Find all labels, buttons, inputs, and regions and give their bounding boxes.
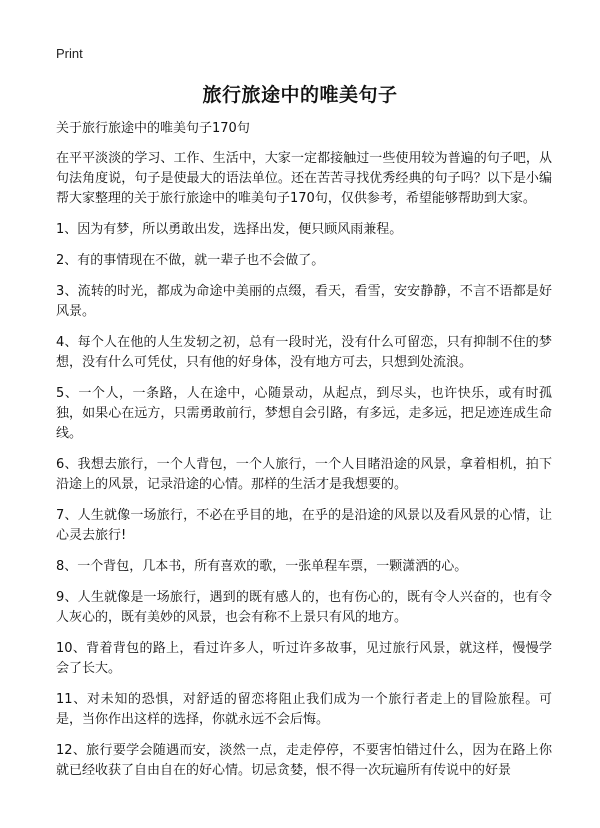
list-item: 6、我想去旅行，一个人背包，一个人旅行，一个人目睹沿途的风景，拿着相机，拍下沿途上的风景，记录沿途的心情。那样的生活才是我想要的。: [56, 457, 552, 492]
list-item: 4、每个人在他的人生发轫之初，总有一段时光，没有什么可留恋，只有抑制不住的梦想，没有什么可凭仗，只有他的好身体，没有地方可去，只想到处流浪。: [56, 335, 552, 370]
article-subtitle: 关于旅行旅途中的唯美句子170句: [56, 121, 250, 136]
list-item: 12、旅行要学会随遇而安，淡然一点，走走停停，不要害怕错过什么，因为在路上你就已经收获了自由自在的好心情。切忌贪婪，恨不得一次玩遍所有传说中的好景: [56, 743, 552, 778]
list-item: 7、人生就像一场旅行，不必在乎目的地，在乎的是沿途的风景以及看风景的心情，让心灵去旅行!: [56, 508, 552, 543]
list-item: 2、有的事情现在不做，就一辈子也不会做了。: [56, 253, 325, 268]
list-item: 8、一个背包，几本书，所有喜欢的歌，一张单程车票，一颗潇洒的心。: [56, 559, 468, 574]
list-item: 10、背着背包的路上，看过许多人，听过许多故事，见过旅行风景，就这样，慢慢学会了长大。: [56, 641, 552, 676]
list-item: 3、流转的时光，都成为命途中美丽的点缀，看天，看雪，安安静静，不言不语都是好风景。: [56, 284, 552, 319]
article-body: [56, 118, 552, 792]
list-item: 9、人生就像是一场旅行，遇到的既有感人的，也有伤心的，既有令人兴奋的，也有令人灰心的，既有美妙的风景，也会有称不上景只有风的地方。: [56, 590, 552, 625]
list-item: 1、因为有梦，所以勇敢出发，选择出发，便只顾风雨兼程。: [56, 222, 403, 237]
print-link[interactable]: Print: [56, 46, 83, 61]
page-title: 旅行旅途中的唯美句子: [202, 84, 398, 106]
list-item: 11、对未知的恐惧，对舒适的留恋将阻止我们成为一个旅行者走上的冒险旅程。可是，当你作出这样的选择，你就永远不会后悔。: [56, 692, 552, 727]
list-item: 5、一个人，一条路，人在途中，心随景动，从起点，到尽头，也许快乐，或有时孤独，如果心在远方，只需勇敢前行，梦想自会引路，有多远，走多远，把足迹连成生命线。: [56, 386, 552, 441]
intro-paragraph: 在平平淡淡的学习、工作、生活中，大家一定都接触过一些使用较为普遍的句子吧，从句法角度说，句子是使最大的语法单位。还在苦苦寻找优秀经典的句子吗？以下是小编帮大家整理的关于旅行旅途中的唯美句子170句，仅供参考，希望能够帮助到大家。: [56, 151, 552, 206]
